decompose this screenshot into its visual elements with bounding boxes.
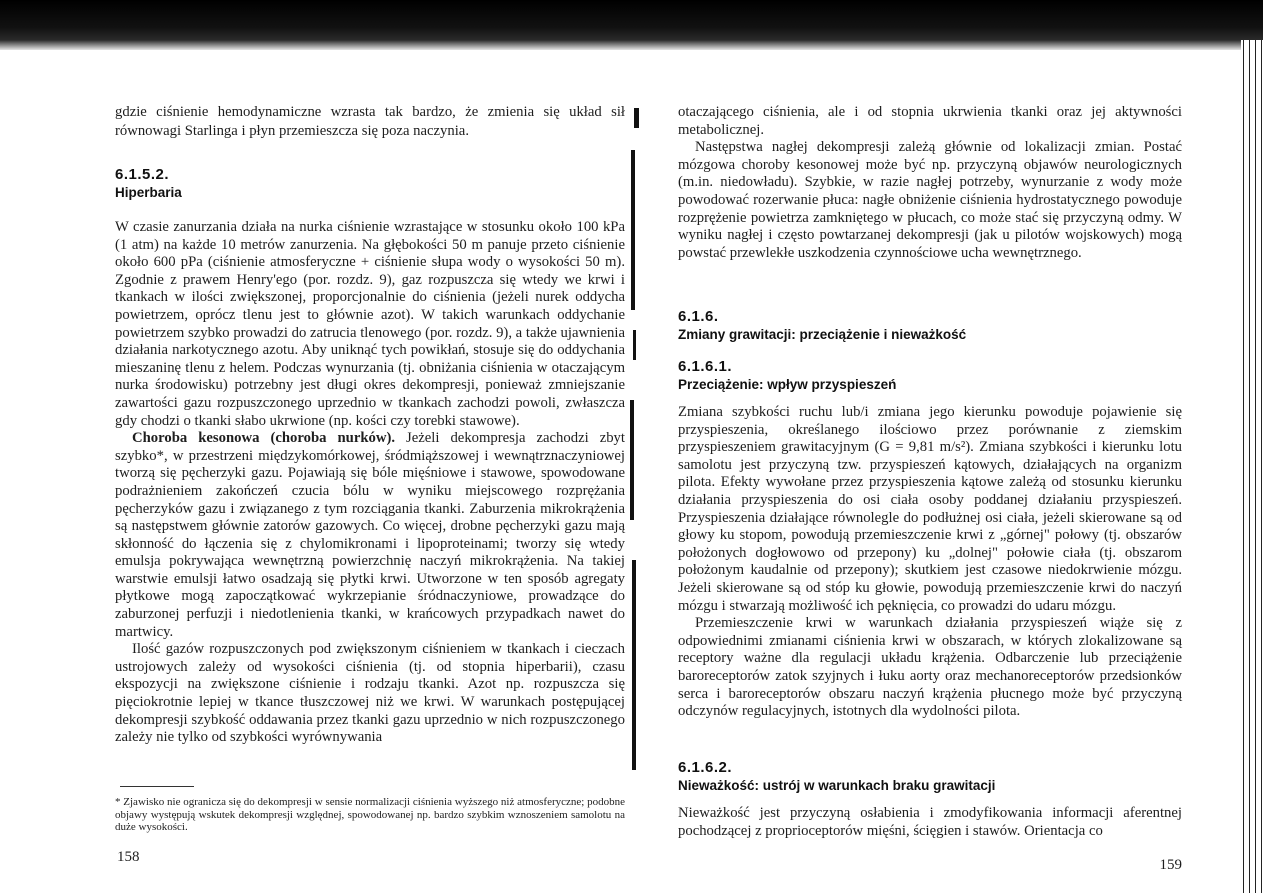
paragraph-nastepstwa: Następstwa nagłej dekompresji zależą głównie od lokalizacji zmian. Postać mózgowa choroby kesonowej może być np. przyczyną objawów neurologicznych (m.in. niedowładu). Szybkie, w razie nagłej potrzeby, wynurzanie z wody może powodować rozerwanie płuca: nagłe obniżenie ciśnienia hydrostatycznego powoduje rozprężenie powietrza zamkniętego w płucach, co może stać się przyczyną odmy. W wyniku nagłej i często powtarzanej dekompresji (jak u pilotów wojskowych) mogą powstać przewlekłe uszkodzenia czynnościowe ucha wewnętrznego.	[678, 139, 1182, 261]
footnote-separator	[120, 786, 194, 787]
section-heading-hiperbaria	[115, 166, 625, 201]
section-title: Hiperbaria	[115, 185, 182, 200]
right-page	[678, 0, 1182, 893]
paragraph-choroba-kesonowa	[115, 430, 625, 641]
right-intro-paragraph: otaczającego ciśnienia, ale i od stopnia ukrwienia tkanki oraz jej aktywności metabolicznej.	[678, 104, 1182, 138]
section-number: 6.1.5.2.	[115, 166, 170, 183]
right-body	[678, 404, 1182, 721]
gutter-shadow	[634, 108, 639, 128]
page-number-left: 158	[117, 849, 140, 865]
section-number: 6.1.6.	[678, 308, 719, 325]
gutter-shadow	[633, 330, 636, 360]
gutter-shadow	[631, 150, 635, 310]
section-title: Przeciążenie: wpływ przyspieszeń	[678, 377, 897, 392]
paragraph-ilosc-gazow: Ilość gazów rozpuszczonych pod zwiększonym ciśnieniem w tkankach i cieczach ustrojowych zależy od wysokości ciśnienia (tj. od stopnia hiperbarii), czasu ekspozycji na zwiększone ciśnienie i rodzaju tkanki. Azot np. rozpuszcza się pięciokrotnie lepiej w tkance tłuszczowej niż we krwi. W warunkach postępującej dekompresji szybkość oddawania przez tkanki gazu uprzednio w nich rozpuszczonego zależy nie tylko od szybkości wyrównywania	[115, 641, 625, 746]
footnote: * Zjawisko nie ogranicza się do dekompresji w sensie normalizacji ciśnienia wyższego niż atmosferyczne; podobne objawy występują wskutek dekompresji względnej, spowodowanej np. bardzo szybkim wznoszeniem samolotu na duże wysokości.	[115, 796, 625, 833]
right-bottom-block	[678, 805, 1182, 840]
page-number-right: 159	[1159, 857, 1182, 873]
section-number: 6.1.6.1.	[678, 358, 733, 375]
scan-edge-right	[1241, 40, 1263, 893]
paragraph-niewazkosc: Nieważkość jest przyczyną osłabienia i zmodyfikowania informacji aferentnej pochodzącej z proprioceptorów mięśni, ścięgien i stawów. Orientacja co	[678, 805, 1182, 839]
section-title: Zmiany grawitacji: przeciążenie i nieważkość	[678, 327, 967, 342]
paragraph-przemieszczenie-krwi: Przemieszczenie krwi w warunkach działania przyspieszeń wiąże się z odpowiednimi zmianami ciśnienia krwi w obszarach, w których zlokalizowane są receptory ważne dla regulacji układu krążenia. Odbarczenie lub przeciążenie baroreceptorów zatok szyjnych i łuku aorty oraz mechanoreceptorów przedsionków serca i baroreceptorów obszaru naczyń krążenia płucnego może być przyczyną odczynów regulacyjnych, istotnych dla wydolności pilota.	[678, 615, 1182, 720]
left-intro-block	[115, 103, 625, 140]
section-number: 6.1.6.2.	[678, 759, 733, 776]
gutter-shadow	[632, 560, 636, 770]
section-heading-przeciazenie	[678, 358, 1182, 393]
paragraph-choroba-kesonowa-text: Jeżeli dekompresja zachodzi zbyt szybko*, w przestrzeni międzykomórkowej, śródmiąższowej i wewnątrznaczyniowej tworzą się pęcherzyki gazu. Pojawiają się bóle mięśniowe i stawowe, spowodowane podrażnieniem zakończeń czucia bólu w wyniku miejscowego rozprężania pęcherzyków gazu i związanego z tym rozciągania tkanki. Zaburzenia mikrokrążenia są następstwem głównie zatorów gazowych. Co więcej, drobne pęcherzyki gazu mają skłonność do łączenia się z chylomikronami i lipoproteinami; tworzy się wtedy emulsja pokrywająca wewnętrzną powierzchnię naczyń mikrokrążenia. Na takiej warstwie emulsji łatwo osadzają się płytki krwi. Utworzone w ten sposób agregaty płytkowe mogą zapoczątkować wykrzepianie śródnaczyniowe, prowadzące do zaburzonej perfuzji i niedotlenienia tkanki, w krańcowych przypadkach nawet do martwicy.	[115, 430, 625, 640]
left-body	[115, 219, 625, 747]
section-title: Nieważkość: ustrój w warunkach braku grawitacji	[678, 778, 996, 793]
paragraph-przyspieszenia: Zmiana szybkości ruchu lub/i zmiana jego kierunku powoduje pojawienie się przyspieszenia, określanego ilościowo przez porównanie z ziemskim przyspieszeniem grawitacyjnym (G = 9,81 m/s²). Zmiana szybkości i kierunku lotu samolotu jest przyczyną tzw. przyspieszeń kątowych, działających na organizm pilota. Efekty wywołane przez przyspieszenia kątowe zależą od stosunku kierunku działania przyspieszenia do osi ciała osoby poddanej działaniu przyspieszeń. Przyspieszenia działające równolegle do podłużnej osi ciała, jeżeli skierowane są od głowy ku stopom, powodują przemieszczenie krwi z „górnej" połowy (tj. obszarów położonych dogłowowo od przepony) ku „dolnej" połowie ciała (tj. obszarom położonym kaudalnie od przepony); skutkiem jest czasowe niedokrwienie mózgu. Jeżeli skierowane są od stóp ku głowie, powodują przemieszczenie krwi do naczyń mózgu i stwarzają możliwość ich pęknięcia, co prowadzi do udaru mózgu.	[678, 404, 1182, 614]
gutter-shadow	[630, 400, 634, 520]
section-heading-niewazkosc	[678, 759, 1182, 794]
term-choroba-kesonowa: Choroba kesonowa (choroba nurków).	[132, 430, 396, 447]
right-top-block	[678, 104, 1182, 262]
left-intro-paragraph: gdzie ciśnienie hemodynamiczne wzrasta tak bardzo, że zmienia się układ sił równowagi Starlinga i płyn przemieszcza się poza naczynia.	[115, 104, 625, 139]
left-page	[115, 0, 625, 893]
paragraph-hiperbaria: W czasie zanurzania działa na nurka ciśnienie wzrastające w stosunku około 100 kPa (1 atm) na każde 10 metrów zanurzenia. Na głębokości 50 m panuje przeto ciśnienie około 600 pPa (ciśnienie atmosferyczne + ciśnienie słupa wody o wysokości 50 m). Zgodnie z prawem Henry'ego (por. rozdz. 9), gaz rozpuszcza się wtedy we krwi i tkankach w ilości zwiększonej, proporcjonalnie do ciśnienia (jeżeli nurek oddycha powietrzem, oprócz tlenu jest to głównie azot). W takich warunkach oddychanie powietrzem szybko prowadzi do zatrucia tlenowego (por. rozdz. 9), a także ujawnienia działania narkotycznego azotu. Aby uniknąć tych powikłań, stosuje się do oddychania mieszaninę tlenu z helem. Podczas wynurzania (tj. obniżania ciśnienia w otaczającym nurka środowisku) potrzebny jest długi okres dekompresji, ponieważ zmniejszanie zawartości gazu rozpuszczonego uprzednio w tkankach zachodzi powoli, zwłaszcza gdy chodzi o tkanki słabo ukrwione (np. kości czy torebki stawowe).	[115, 219, 625, 429]
section-heading-zmiany-grawitacji	[678, 308, 1182, 343]
